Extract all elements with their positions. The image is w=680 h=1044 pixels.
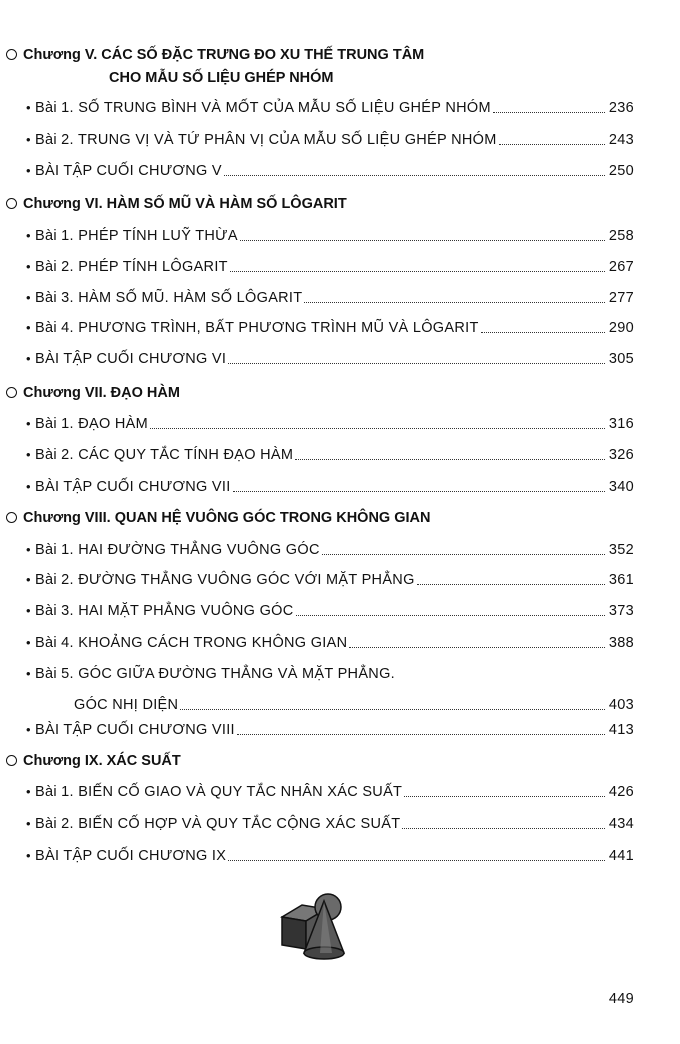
toc-entry[interactable]: [26, 161, 634, 181]
bullet-icon: •: [26, 100, 31, 115]
toc-entry-label: Bài 2. ĐƯỜNG THẲNG VUÔNG GÓC VỚI MẶT PHẲNG: [35, 572, 415, 588]
bullet-icon: •: [26, 479, 31, 494]
circle-marker-icon: [6, 198, 17, 209]
toc-entry[interactable]: [26, 814, 634, 834]
toc-entry-label: Bài 2. PHÉP TÍNH LÔGARIT: [35, 259, 228, 275]
chapter-title: Chương VII. ĐẠO HÀM: [23, 385, 180, 401]
bullet-icon: •: [26, 666, 31, 681]
toc-entry[interactable]: [26, 477, 634, 497]
bullet-icon: •: [26, 320, 31, 335]
toc-entry-label: Bài 1. HAI ĐƯỜNG THẲNG VUÔNG GÓC: [35, 542, 320, 558]
bullet-icon: •: [26, 542, 31, 557]
toc-entry[interactable]: [26, 570, 634, 590]
circle-marker-icon: [6, 512, 17, 523]
toc-entry-page: 267: [608, 259, 634, 275]
bullet-icon: •: [26, 784, 31, 799]
circle-marker-icon: [6, 387, 17, 398]
toc-entry[interactable]: [26, 664, 634, 715]
toc-entry-page: 277: [608, 290, 634, 306]
circle-marker-icon: [6, 755, 17, 766]
toc-entry[interactable]: [26, 720, 634, 740]
toc-entry-label: Bài 3. HÀM SỐ MŨ. HÀM SỐ LÔGARIT: [35, 290, 303, 306]
dot-leader: [233, 490, 605, 492]
toc-entry[interactable]: [26, 601, 634, 621]
toc-entry-label: BÀI TẬP CUỐI CHƯƠNG V: [35, 163, 222, 179]
toc-entry-label: BÀI TẬP CUỐI CHƯƠNG VI: [35, 351, 227, 367]
dot-leader: [228, 362, 605, 364]
toc-entry-label: Bài 1. PHÉP TÍNH LUỸ THỪA: [35, 228, 238, 244]
toc-entry-label: BÀI TẬP CUỐI CHƯƠNG IX: [35, 848, 227, 864]
chapter-title: Chương VI. HÀM SỐ MŨ VÀ HÀM SỐ LÔGARIT: [23, 196, 347, 212]
bullet-icon: •: [26, 816, 31, 831]
chapter-title-line2: CHO MẪU SỐ LIỆU GHÉP NHÓM: [109, 70, 334, 86]
dot-leader: [499, 143, 605, 145]
dot-leader: [240, 239, 605, 241]
toc-entry[interactable]: [26, 846, 634, 866]
toc-entry-page: 441: [608, 848, 634, 864]
toc-entry-page: 434: [608, 816, 634, 832]
dot-leader: [404, 795, 605, 797]
toc-entry-page: 403: [608, 697, 634, 713]
dot-leader: [493, 111, 605, 113]
chapter-9-heading: [6, 751, 181, 771]
toc-entry-page: 290: [608, 320, 634, 336]
bullet-icon: •: [26, 259, 31, 274]
bullet-icon: •: [26, 722, 31, 737]
bullet-icon: •: [26, 635, 31, 650]
bullet-icon: •: [26, 416, 31, 431]
toc-entry[interactable]: [26, 540, 634, 560]
dot-leader: [304, 301, 605, 303]
chapter-8-heading: [6, 508, 430, 528]
bullet-icon: •: [26, 447, 31, 462]
cube-cone-logo-icon: [280, 893, 376, 965]
dot-leader: [224, 174, 605, 176]
dot-leader: [237, 733, 605, 735]
chapter-5-heading: [6, 45, 424, 88]
toc-entry[interactable]: [26, 98, 634, 118]
toc-entry[interactable]: [26, 414, 634, 434]
toc-entry-label: BÀI TẬP CUỐI CHƯƠNG VII: [35, 479, 231, 495]
toc-entry[interactable]: [26, 318, 634, 338]
bullet-icon: •: [26, 603, 31, 618]
bullet-icon: •: [26, 351, 31, 366]
toc-entry[interactable]: [26, 226, 634, 246]
toc-entry-page: 243: [608, 132, 634, 148]
bullet-icon: •: [26, 572, 31, 587]
toc-entry[interactable]: [26, 782, 634, 802]
page-number: 449: [608, 991, 634, 1007]
toc-entry-page: 236: [608, 100, 634, 116]
dot-leader: [417, 583, 605, 585]
toc-entry[interactable]: [26, 130, 634, 150]
dot-leader: [481, 331, 605, 333]
circle-marker-icon: [6, 49, 17, 60]
chapter-6-heading: [6, 194, 347, 214]
toc-entry[interactable]: [26, 349, 634, 369]
toc-entry-page: 413: [608, 722, 634, 738]
dot-leader: [150, 427, 605, 429]
toc-entry-page: 305: [608, 351, 634, 367]
toc-entry-label: Bài 4. KHOẢNG CÁCH TRONG KHÔNG GIAN: [35, 635, 348, 651]
toc-entry-page: 250: [608, 163, 634, 179]
toc-entry-page: 388: [608, 635, 634, 651]
toc-entry-page: 373: [608, 603, 634, 619]
chapter-title: Chương VIII. QUAN HỆ VUÔNG GÓC TRONG KHÔNG GIAN: [23, 510, 431, 526]
dot-leader: [349, 646, 605, 648]
toc-entry-page: 352: [608, 542, 634, 558]
toc-entry-label: Bài 5. GÓC GIỮA ĐƯỜNG THẲNG VÀ MẶT PHẲNG.: [35, 666, 395, 682]
chapter-7-heading: [6, 383, 180, 403]
dot-leader: [402, 827, 605, 829]
toc-entry-page: 340: [608, 479, 634, 495]
toc-entry[interactable]: [26, 633, 634, 653]
bullet-icon: •: [26, 228, 31, 243]
toc-entry-label: Bài 1. ĐẠO HÀM: [35, 416, 148, 432]
bullet-icon: •: [26, 848, 31, 863]
toc-entry-page: 361: [608, 572, 634, 588]
dot-leader: [296, 614, 605, 616]
bullet-icon: •: [26, 290, 31, 305]
dot-leader: [322, 553, 605, 555]
toc-entry-label: Bài 4. PHƯƠNG TRÌNH, BẤT PHƯƠNG TRÌNH MŨ VÀ LÔGARIT: [35, 320, 479, 336]
toc-entry[interactable]: [26, 445, 634, 465]
dot-leader: [180, 708, 605, 710]
toc-entry-label: Bài 3. HAI MẶT PHẲNG VUÔNG GÓC: [35, 603, 294, 619]
toc-entry-label: BÀI TẬP CUỐI CHƯƠNG VIII: [35, 722, 235, 738]
toc-entry-page: 426: [608, 784, 634, 800]
toc-entry-label: Bài 1. BIẾN CỐ GIAO VÀ QUY TẮC NHÂN XÁC SUẤT: [35, 784, 403, 800]
toc-entry-label: Bài 2. CÁC QUY TẮC TÍNH ĐẠO HÀM: [35, 447, 294, 463]
toc-entry-label: Bài 2. BIẾN CỐ HỢP VÀ QUY TẮC CỘNG XÁC SUẤT: [35, 816, 401, 832]
toc-entry-label: Bài 2. TRUNG VỊ VÀ TỨ PHÂN VỊ CỦA MẪU SỐ LIỆU GHÉP NHÓM: [35, 132, 497, 148]
toc-entry-label: Bài 1. SỐ TRUNG BÌNH VÀ MỐT CỦA MẪU SỐ LIỆU GHÉP NHÓM: [35, 100, 491, 116]
chapter-title: Chương IX. XÁC SUẤT: [23, 753, 181, 769]
bullet-icon: •: [26, 163, 31, 178]
toc-entry-page: 326: [608, 447, 634, 463]
dot-leader: [230, 270, 605, 272]
dot-leader: [295, 458, 605, 460]
toc-entry-page: 316: [608, 416, 634, 432]
toc-entry-page: 258: [608, 228, 634, 244]
toc-entry[interactable]: [26, 257, 634, 277]
dot-leader: [228, 859, 605, 861]
toc-entry[interactable]: [26, 288, 634, 308]
toc-entry-label-line2: GÓC NHỊ DIỆN: [74, 697, 179, 713]
bullet-icon: •: [26, 132, 31, 147]
chapter-title: Chương V. CÁC SỐ ĐẶC TRƯNG ĐO XU THẾ TRUNG TÂM: [23, 47, 425, 63]
